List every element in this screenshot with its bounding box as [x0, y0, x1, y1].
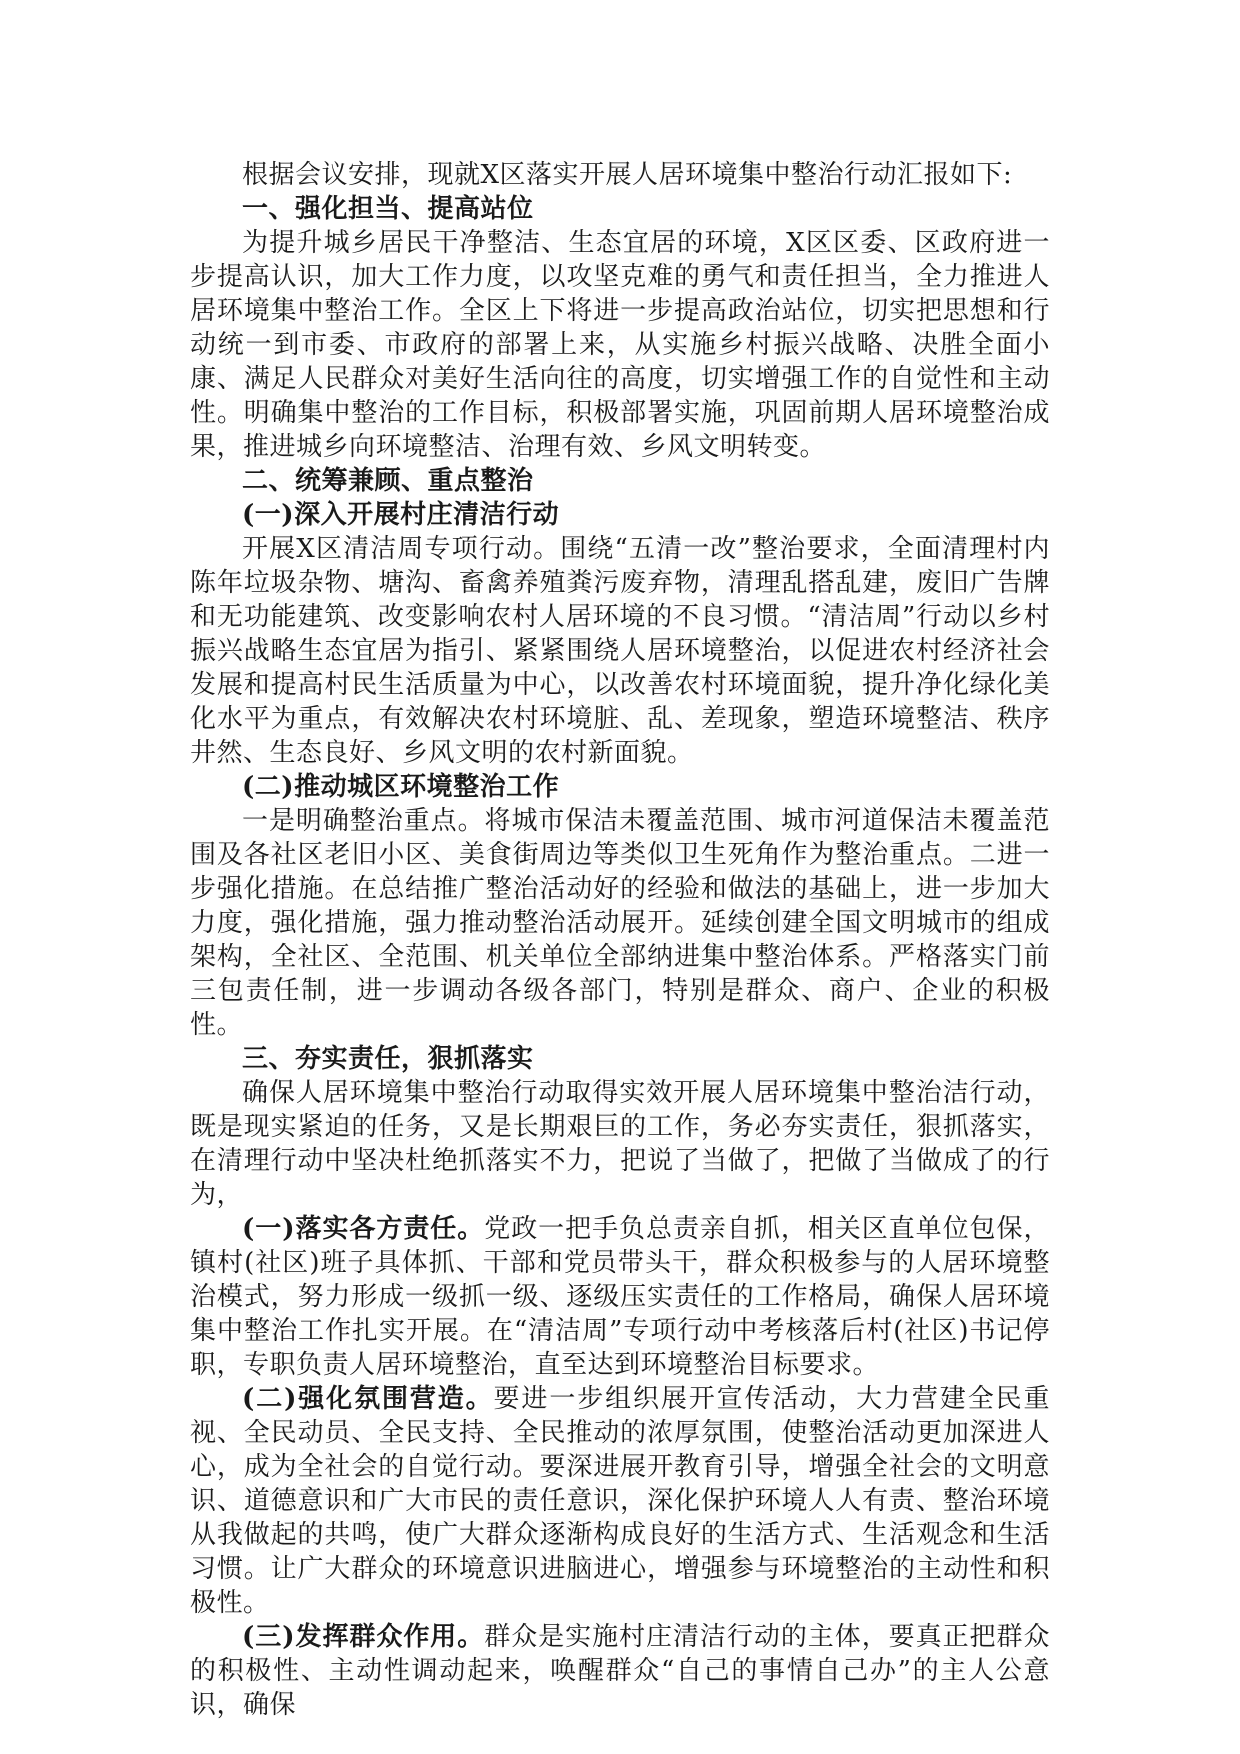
- section-2-sub-1-heading: (一)深入开展村庄清洁行动: [242, 500, 560, 530]
- section-3-item-2-body: 要进一步组织展开宣传活动，大力营建全民重视、全民动员、全民支持、全民推动的浓厚氛围，使整治活动更加深进人心，成为全社会的自觉行动。要深进展开教育引导，增强全社会的文明意识、道德意识和广大市民的责任意识，深化保护环境人人有责、整治环境从我做起的共鸣，使广大群众逐渐构成良好的生活方式、生活观念和生活习惯。让广大群众的环境意识进脑进心，增强参与环境整治的主动性和积极性。: [190, 1384, 1050, 1618]
- section-1-heading: 一、强化担当、提高站位: [242, 194, 534, 224]
- section-3-item-3: [190, 1620, 1050, 1722]
- section-2-sub-1-body: 开展X区清洁周专项行动。围绕“五清一改”整治要求，全面清理村内陈年垃圾杂物、塘沟、畜禽养殖粪污废弃物，清理乱搭乱建，废旧广告牌和无功能建筑、改变影响农村人居环境的不良习惯。“清洁周”行动以乡村振兴战略生态宜居为指引、紧紧围绕人居环境整治，以促进农村经济社会发展和提高村民生活质量为中心，以改善农村环境面貌，提升净化绿化美化水平为重点，有效解决农村环境脏、乱、差现象，塑造环境整洁、秩序井然、生态良好、乡风文明的农村新面貌。: [190, 534, 1050, 768]
- intro-paragraph: 根据会议安排，现就X区落实开展人居环境集中整治行动汇报如下:: [242, 160, 1013, 190]
- section-3-item-1: [190, 1212, 1050, 1382]
- document-page: [190, 158, 1050, 1722]
- section-2-heading: 二、统筹兼顾、重点整治: [242, 466, 534, 496]
- section-3-item-1-lead: (一)落实各方责任。: [242, 1214, 485, 1244]
- section-3-item-3-lead: (三)发挥群众作用。: [242, 1622, 485, 1652]
- section-1-body: 为提升城乡居民干净整洁、生态宜居的环境，X区区委、区政府进一步提高认识，加大工作力度，以攻坚克难的勇气和责任担当，全力推进人居环境集中整治工作。全区上下将进一步提高政治站位，切实把思想和行动统一到市委、市政府的部署上来，从实施乡村振兴战略、决胜全面小康、满足人民群众对美好生活向往的高度，切实增强工作的自觉性和主动性。明确集中整治的工作目标，积极部署实施，巩固前期人居环境整治成果，推进城乡向环境整洁、治理有效、乡风文明转变。: [190, 228, 1050, 462]
- section-3-item-3-body: 群众是实施村庄清洁行动的主体，要真正把群众的积极性、主动性调动起来，唤醒群众“自己的事情自己办”的主人公意识，确保: [190, 1622, 1050, 1720]
- section-3-heading: 三、夯实责任，狠抓落实: [242, 1044, 534, 1074]
- section-2-sub-2-heading: (二)推动城区环境整治工作: [242, 772, 560, 802]
- section-2-sub-2-body: 一是明确整治重点。将城市保洁未覆盖范围、城市河道保洁未覆盖范围及各社区老旧小区、美食街周边等类似卫生死角作为整治重点。二进一步强化措施。在总结推广整治活动好的经验和做法的基础上，进一步加大力度，强化措施，强力推动整治活动展开。延续创建全国文明城市的组成架构，全社区、全范围、机关单位全部纳进集中整治体系。严格落实门前三包责任制，进一步调动各级各部门，特别是群众、商户、企业的积极性。: [190, 806, 1050, 1040]
- section-3-item-1-body: 党政一把手负总责亲自抓，相关区直单位包保，镇村(社区)班子具体抓、干部和党员带头干，群众积极参与的人居环境整治模式，努力形成一级抓一级、逐级压实责任的工作格局，确保人居环境集中整治工作扎实开展。在“清洁周”专项行动中考核落后村(社区)书记停职，专职负责人居环境整治，直至达到环境整治目标要求。: [190, 1214, 1050, 1380]
- section-3-item-2-lead: (二)强化氛围营造。: [242, 1384, 494, 1414]
- section-3-item-2: [190, 1382, 1050, 1620]
- section-3-body: 确保人居环境集中整治行动取得实效开展人居环境集中整治洁行动，既是现实紧迫的任务，又是长期艰巨的工作，务必夯实责任，狠抓落实，在清理行动中坚决杜绝抓落实不力，把说了当做了，把做了当做成了的行为，: [190, 1078, 1050, 1210]
